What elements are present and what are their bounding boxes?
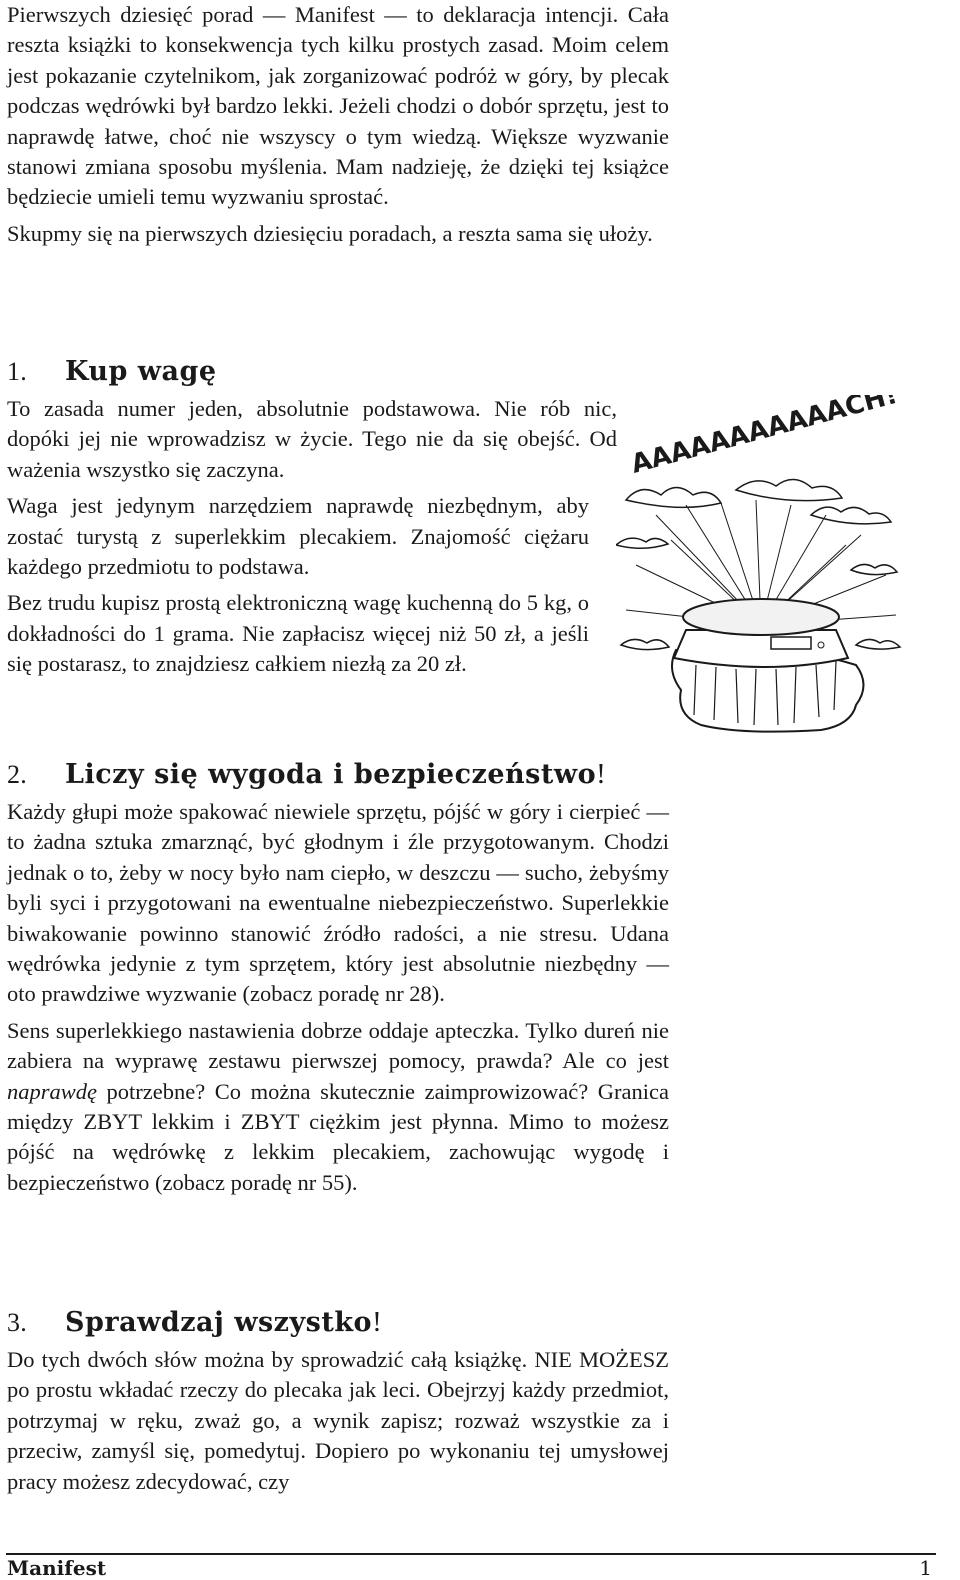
paragraph-text: Sens superlekkiego nastawienia dobrze oddaje apteczka. Tylko dureń nie zabiera na wyprawę zestawu pierwszej pomocy, prawda? Ale co jest — [7, 1017, 669, 1074]
intro-paragraph: Skupmy się na pierwszych dziesięciu poradach, a reszta sama się ułoży. — [7, 220, 653, 246]
scale-platform — [683, 599, 839, 635]
scream-caption: AAAAAAAAAAACH! — [628, 395, 901, 480]
section-paragraph: Każdy głupi może spakować niewiele sprzętu, pójść w góry i cierpieć — to żadna sztuka zmarznąć, być głodnym i źle przygotowanym. Chodzi jednak o to, żeby w nocy było nam ciepło, w deszczu — sucho, żebyśmy byli syci i przygotowani na ewentualne niebezpieczeństwo. Superlekkie biwakowanie powinno stanowić źródło radości, a nie stresu. Udana wędrówka jedynie z tym sprzętem, który jest absolutnie niezbędny — oto prawdziwe wyzwanie (zobacz poradę nr 28). — [7, 799, 669, 1007]
section-heading — [7, 352, 669, 390]
section-title: Kup wagę — [65, 356, 217, 387]
section-3 — [7, 1303, 669, 1497]
section-title: Liczy się wygoda i bezpieczeństwo — [65, 759, 597, 790]
running-footer-title: Manifest — [7, 1556, 107, 1580]
section-paragraph — [7, 1016, 669, 1198]
scale-illustration — [616, 395, 906, 735]
section-number: 3. — [7, 1308, 28, 1337]
emphasis-text: naprawdę — [7, 1078, 97, 1104]
section-number: 1. — [7, 357, 28, 386]
section-paragraph: Waga jest jedynym narzędziem naprawdę niezbędnym, aby zostać turystą z superlekkim plecakiem. Znajomość ciężaru każdego przedmiotu to podstawa. — [7, 493, 589, 580]
footer-rule — [6, 1553, 936, 1555]
section-heading — [7, 755, 669, 793]
intro-paragraph: Pierwszych dziesięć porad — Manifest — to deklaracja intencji. Cała reszta książki to konsekwencja tych kilku prostych zasad. Moim celem jest pokazanie czytelnikom, jak zorganizować podróż w góry, by plecak podczas wędrówki był bardzo lekki. Jeżeli chodzi o dobór sprzętu, jest to naprawdę łatwe, choć nie wszyscy o tym wiedzą. Większe wyzwanie stanowi zmiana sposobu myślenia. Mam nadzieję, że dzięki tej książce będziecie umieli temu wyzwaniu sprostać. — [7, 2, 669, 210]
section-title-exclamation: ! — [372, 1306, 383, 1338]
intro-block — [7, 0, 669, 249]
section-title-exclamation: ! — [596, 758, 607, 790]
section-paragraph: Bez trudu kupisz prostą elektroniczną wagę kuchenną do 5 kg, o dokładności do 1 grama. Nie zapłacisz więcej niż 50 zł, a jeśli się postarasz, to znajdziesz całkiem niezłą za 20 zł. — [7, 590, 589, 677]
section-paragraph: To zasada numer jeden, absolutnie podstawowa. Nie rób nic, dopóki jej nie wprowadzisz w życie. Tego nie da się obejść. Od ważenia wszystko się zaczyna. — [7, 396, 617, 482]
scale-display — [771, 637, 811, 649]
section-1 — [7, 352, 669, 680]
section-heading — [7, 1303, 669, 1341]
paragraph-text: potrzebne? Co można skutecznie zaimprowizować? Granica między ZBYT lekkim i ZBYT ciężkim jest płynna. Mimo to możesz pójść na wędrówkę z lekkim plecakiem, zachowując wygodę i bezpieczeństwo (zobacz poradę nr 55). — [7, 1078, 669, 1195]
section-title: Sprawdzaj wszystko — [65, 1307, 373, 1338]
page-number: 1 — [919, 1556, 932, 1580]
scale-drawing — [616, 395, 906, 735]
section-paragraph: Do tych dwóch słów można by sprowadzić całą książkę. NIE MOŻESZ po prostu wkładać rzeczy do plecaka jak leci. Obejrzyj każdy przedmiot, potrzymaj w ręku, zważ go, a wynik zapisz; rozważ wszystkie za i przeciw, zamyśl się, pomedytuj. Dopiero po wykonaniu tej umysłowej pracy możesz zdecydować, czy — [7, 1347, 669, 1494]
section-2 — [7, 755, 669, 1198]
section-number: 2. — [7, 760, 28, 789]
